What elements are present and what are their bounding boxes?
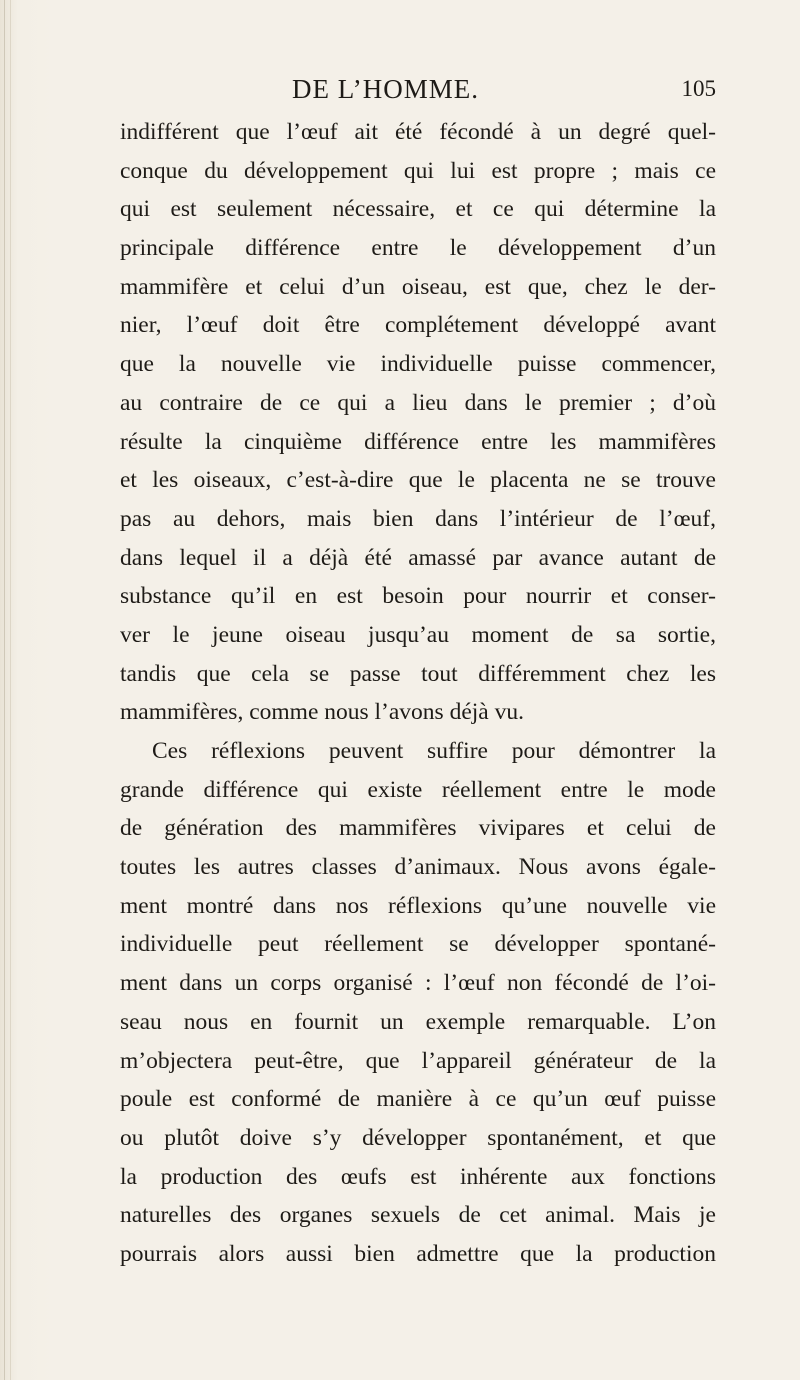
text-line: et les oiseaux, c’est-à-dire que le placenta ne se trouve (120, 467, 716, 494)
text-line: indifférent que l’œuf ait été fécondé à un degré quel- (120, 119, 716, 145)
text-line: grande différence qui existe réellement entre le mode (120, 776, 716, 803)
text-line: pas au dehors, mais bien dans l’intérieur de l’œuf, (120, 505, 716, 532)
text-line: individuelle peut réellement se développer spontané- (120, 931, 716, 958)
page-edge-line (4, 0, 5, 1380)
text-line: mammifères, comme nous l’avons déjà vu. (120, 699, 524, 726)
body-text (120, 113, 716, 1274)
running-title: DE L’HOMME. (292, 74, 480, 104)
text-line: mammifère et celui d’un oiseau, est que, chez le der- (120, 273, 716, 300)
text-line: au contraire de ce qui a lieu dans le premier ; d’où (120, 389, 716, 416)
text-line: la production des œufs est inhérente aux fonctions (120, 1163, 716, 1190)
text-line: tandis que cela se passe tout différemment chez les (120, 660, 716, 687)
text-line: m’objectera peut-être, que l’appareil générateur de la (120, 1047, 716, 1074)
text-line: de génération des mammifères vivipares et celui de (120, 815, 716, 842)
text-line: qui est seulement nécessaire, et ce qui détermine la (120, 196, 716, 223)
text-line: substance qu’il en est besoin pour nourrir et conser- (120, 583, 716, 610)
text-line: conque du développement qui lui est propre ; mais ce (120, 157, 716, 184)
text-line: principale différence entre le développement d’un (120, 235, 716, 262)
page-edge-line (10, 0, 11, 1380)
text-line: dans lequel il a déjà été amassé par avance autant de (120, 544, 716, 571)
text-line: ment dans un corps organisé : l’œuf non fécondé de l’oi- (120, 970, 716, 997)
page-number: 105 (681, 76, 716, 101)
text-line: ou plutôt doive s’y développer spontanément, et que (120, 1124, 716, 1151)
text-line: ver le jeune oiseau jusqu’au moment de sa sortie, (120, 621, 716, 648)
text-line: nier, l’œuf doit être complétement développé avant (120, 312, 716, 339)
text-line: naturelles des organes sexuels de cet animal. Mais je (120, 1202, 716, 1229)
text-line: Ces réflexions peuvent suffire pour démontrer la (152, 738, 716, 764)
text-line: que la nouvelle vie individuelle puisse commencer, (120, 351, 716, 378)
text-line: seau nous en fournit un exemple remarquable. L’on (120, 1008, 716, 1035)
text-line: résulte la cinquième différence entre les mammifères (120, 428, 716, 455)
text-line: pourrais alors aussi bien admettre que la production (120, 1240, 716, 1267)
text-line: poule est conformé de manière à ce qu’un œuf puisse (120, 1086, 716, 1113)
page-header (120, 68, 716, 108)
text-line: toutes les autres classes d’animaux. Nous avons égale- (120, 854, 716, 881)
text-line: ment montré dans nos réflexions qu’une nouvelle vie (120, 892, 716, 919)
